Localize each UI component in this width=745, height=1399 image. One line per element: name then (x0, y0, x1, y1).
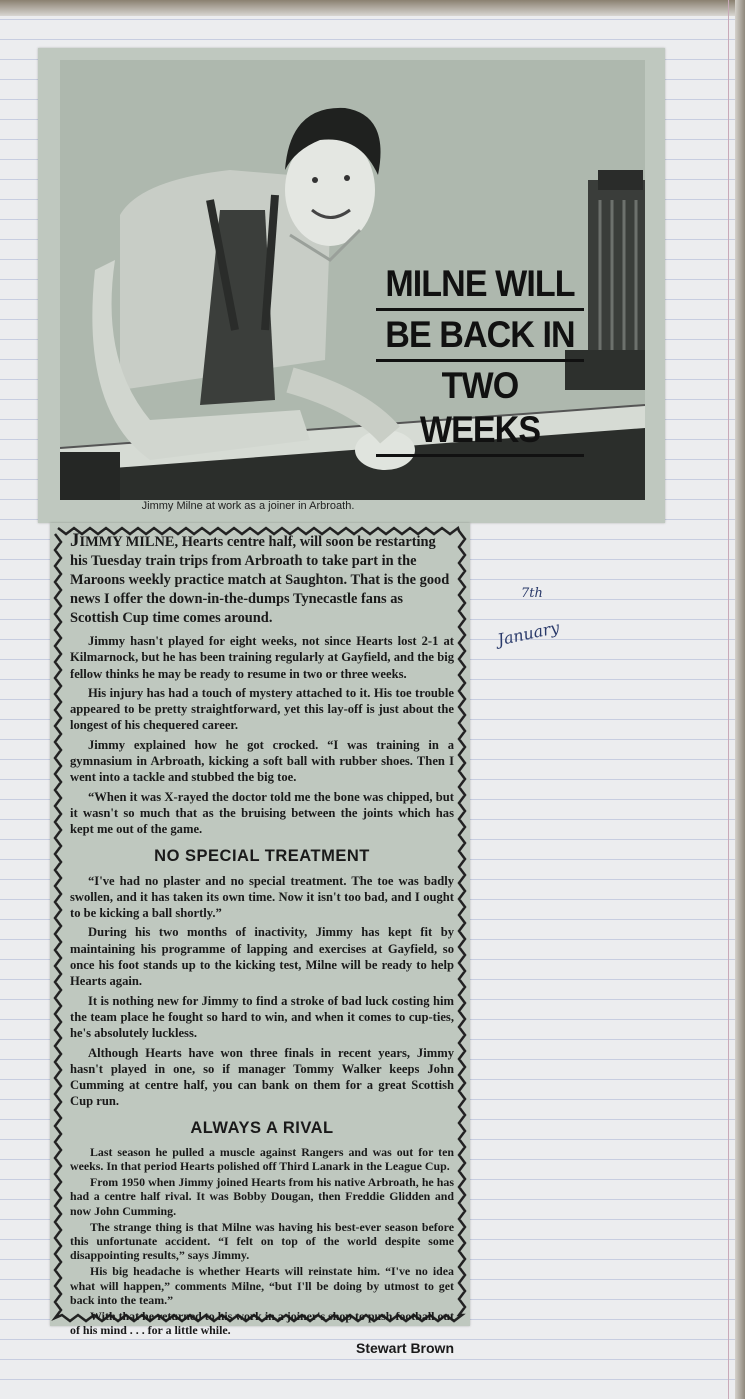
paragraph: “I've had no plaster and no special treatment. The toe was badly swollen, and it has taken its own time. Now it isn't too bad, and I ought to be kicking a ball shortly.” (70, 873, 454, 921)
handwritten-day: 7th (521, 586, 543, 601)
lead-text: IMMY MILNE, Hearts centre half, will soon be restarting his Tuesday train trips from Arbroath to take part in the Maroons weekly practice match at Saughton. That is the good news I offer the down-in-the-dumps Tynecastle fans as Scottish Cup time comes around. (70, 534, 450, 626)
margin-line (728, 0, 729, 1399)
subheading: NO SPECIAL TREATMENT (154, 846, 370, 865)
headline-rule (376, 454, 584, 457)
paragraph: It is nothing new for Jimmy to find a stroke of bad luck costing him the team place he fought so hard to win, and when it comes to cup-ties, he's absolutely luckless. (70, 993, 454, 1041)
photo-clipping (38, 48, 665, 523)
paragraph: “When it was X-rayed the doctor told me the bone was chipped, but it wasn't so much that as the bruising between the joints which has kept me out of the game. (70, 789, 454, 837)
paragraph: His injury has had a touch of mystery attached to it. His toe trouble appeared to be pretty straightforward, yet this lay-off is just about the longest of his chequered career. (70, 685, 454, 733)
article-text (70, 531, 454, 1356)
paragraph: His big headache is whether Hearts will reinstate him. “I've no idea what will happen,” comments Milne, “but I'll be doing by utmost to get back into the team.” (70, 1264, 454, 1307)
subheading: ALWAYS A RIVAL (190, 1118, 334, 1137)
paragraph: From 1950 when Jimmy joined Hearts from his native Arbroath, he has had a centre half rival. It was Bobby Dougan, then Freddie Glidden and now John Cumming. (70, 1175, 454, 1218)
drop-cap: J (70, 530, 80, 551)
paragraph: With that he returned to his work in a joiner's shop to push football out of his mind . . . for a little while. (70, 1308, 454, 1338)
page-top-shadow (0, 0, 745, 16)
article-lead (70, 531, 454, 628)
headline-line-3: TWO WEEKS (419, 365, 541, 450)
headline-line-1: MILNE WILL (385, 263, 575, 304)
headline-rule (376, 308, 584, 311)
headline-line-2: BE BACK IN (385, 314, 575, 355)
handwritten-month: January (495, 617, 562, 650)
article-clipping (50, 523, 470, 1357)
paragraph: Last season he pulled a muscle against Rangers and was out for ten weeks. In that period Hearts polished off Third Lanark in the League Cup. (70, 1144, 454, 1173)
paragraph: During his two months of inactivity, Jimmy has kept fit by maintaining his programme of lapping and exercises at Gayfield, so once his foot stands up to the kicking test, Milne will be ready to help Hearts again. (70, 925, 454, 989)
headline (376, 262, 584, 459)
photo-caption: Jimmy Milne at work as a joiner in Arbroath. (141, 500, 355, 512)
byline: Stewart Brown (355, 1340, 454, 1357)
paragraph: Although Hearts have won three finals in recent years, Jimmy hasn't played in one, so if manager Tommy Walker keeps John Cumming at centre half, you can bank on them for a great Scottish Cup run. (70, 1045, 454, 1109)
paragraph: The strange thing is that Milne was having his best-ever season before this unfortunate accident. “I felt on top of the world despite some disappointing results,” says Jimmy. (70, 1219, 454, 1263)
headline-rule (376, 359, 584, 362)
paragraph: Jimmy explained how he got crocked. “I was training in a gymnasium in Arbroath, kicking a soft ball with rubber shoes. Then I went into a tackle and stubbed the big toe. (70, 737, 454, 785)
page-edge (735, 0, 745, 1399)
paragraph: Jimmy hasn't played for eight weeks, not since Hearts lost 2-1 at Kilmarnock, but he has been training regularly at Gayfield, and the big fellow thinks he may be ready to resume in two or three weeks. (70, 634, 454, 681)
